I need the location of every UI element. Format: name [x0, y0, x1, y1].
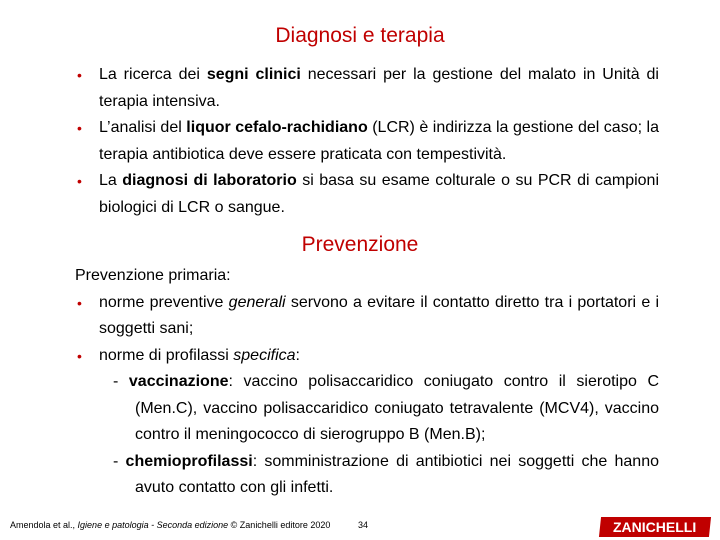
list-item [75, 290, 659, 343]
bullet-dot-icon: • [77, 67, 82, 83]
bullet-text: L’analisi del [99, 119, 187, 136]
bullet-text: : [295, 346, 300, 364]
bullet-bold-term: diagnosi di laboratorio [122, 172, 297, 189]
bullet-dot-icon: • [77, 173, 82, 189]
bullet-dot-icon: • [77, 347, 82, 364]
sub-text: : somministrazione di antibiotici nei soggetti che hanno avuto contatto con gli infetti. [135, 452, 659, 496]
section-intro: Prevenzione primaria: [75, 267, 231, 284]
list-item [75, 115, 659, 168]
bullet-text: necessari per la gestione del malato in Unità di terapia intensiva. [99, 66, 659, 110]
bullet-italic-term: generali [228, 293, 286, 311]
sub-text: : vaccino polisaccaridico coniugato contro il sierotipo C (Men.C), vaccino polisaccaridico coniugato tetravalente (MCV4), vaccino contro il meningococco di sierogruppo B (Men.B); [135, 373, 660, 443]
bullet-text: servono a evitare il contatto diretto tra i portatori e i soggetti sani; [99, 293, 660, 337]
bullet-italic-term: specifica [233, 346, 296, 364]
citation-authors: Amendola et al., [10, 520, 78, 530]
dash-marker: - [113, 452, 126, 470]
bullet-bold-term: segni clinici [206, 66, 301, 83]
bullet-text: (LCR) è indirizza la gestione del caso; la terapia antibiotica deve essere praticata con tempestività. [99, 119, 660, 163]
list-item [75, 62, 659, 115]
bullet-dot-icon: • [77, 294, 82, 311]
page-title: Diagnosi e terapia [275, 24, 445, 47]
sub-bold-term: chemioprofilassi [125, 452, 253, 470]
sub-bold-term: vaccinazione [128, 373, 229, 390]
prevention-section [75, 263, 659, 502]
diagnosis-bullet-list [75, 62, 659, 221]
sub-list-item [75, 449, 659, 502]
bullet-text: si basa su esame colturale o su PCR di campioni biologici di LCR o sangue. [99, 172, 660, 216]
citation-book-title: Igiene e patologia - Seconda edizione [77, 520, 229, 530]
publisher-logo-text: ZANICHELLI [613, 519, 697, 535]
page-number: 34 [358, 520, 369, 530]
bullet-text: norme di profilassi [99, 346, 234, 364]
section-title: Prevenzione [301, 233, 419, 256]
bullet-text: norme preventive [99, 293, 229, 311]
citation-publisher: © Zanichelli editore 2020 [228, 520, 331, 530]
sub-list-item [75, 369, 659, 449]
bullet-text: La [99, 172, 123, 189]
list-item [75, 343, 659, 370]
footer-citation [10, 520, 330, 530]
list-item [75, 168, 659, 221]
bullet-text: La ricerca dei [99, 66, 207, 83]
dash-marker: - [113, 373, 129, 390]
publisher-logo [599, 517, 711, 537]
bullet-bold-term: liquor cefalo-rachidiano [186, 119, 368, 136]
bullet-dot-icon: • [77, 120, 82, 136]
